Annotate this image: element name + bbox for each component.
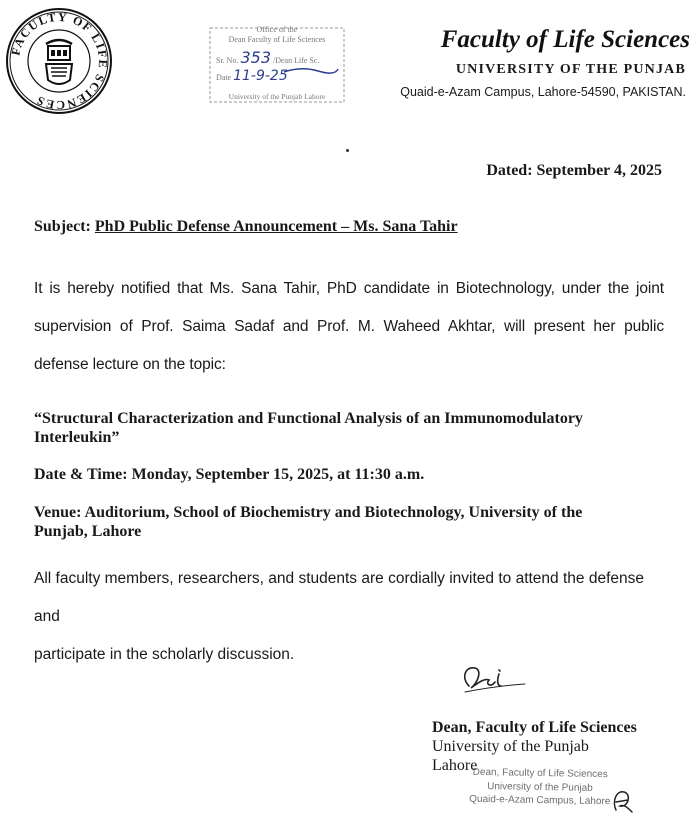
letter-subject <box>34 218 458 236</box>
stamp-date-value: 11-9-25 <box>233 68 288 84</box>
stamp-line1: Office of the <box>256 25 298 34</box>
paragraph-line: It is hereby notified that Ms. Sana Tahir, PhD candidate in Biotechnology, under the joint <box>34 280 664 297</box>
ink-dot <box>346 149 349 152</box>
signatory-title: Dean, Faculty of Life Sciences <box>432 719 637 736</box>
university-address: Quaid-e-Azam Campus, Lahore-54590, PAKISTAN. <box>400 85 686 99</box>
stamp-no-label: Sr. No. <box>216 56 239 65</box>
dean-stamp-line1: Dean, Faculty of Life Sciences <box>472 766 608 781</box>
announcement-paragraph <box>34 270 664 384</box>
defense-datetime: Date & Time: Monday, September 15, 2025, at 11:30 a.m. <box>34 466 425 483</box>
defense-topic: “Structural Characterization and Functional Analysis of an Immunomodulatory Interleukin” <box>34 410 583 447</box>
crest-icon <box>46 40 72 84</box>
university-name: UNIVERSITY OF THE PUNJAB <box>455 62 686 77</box>
stamp-line2: Dean Faculty of Life Sciences <box>228 35 326 44</box>
faculty-name: Faculty of Life Sciences <box>440 26 690 53</box>
stamp-no-suffix: /Dean Life Sc. <box>273 56 320 65</box>
defense-venue: Venue: Auditorium, School of Biochemistry and Biotechnology, University of the Punjab, Lahore <box>34 504 583 541</box>
dean-stamp-line2: University of the Punjab <box>487 780 593 794</box>
stamp-line4: University of the Punjab Lahore <box>228 92 326 101</box>
paragraph-line: defense lecture on the topic: <box>34 355 226 373</box>
faculty-seal <box>4 6 114 116</box>
paragraph-line: supervision of Prof. Saima Sadaf and Prof. M. Waheed Akhtar, will present her public <box>34 317 664 335</box>
closing-paragraph <box>34 560 664 674</box>
letter-date: Dated: September 4, 2025 <box>486 162 662 179</box>
receipt-stamp <box>206 22 348 106</box>
seal-ring-text: FACULTY OF LIFE SCIENCES <box>8 9 111 113</box>
signatory-city: Lahore <box>432 757 478 774</box>
dean-stamp-line3: Quaid-e-Azam Campus, Lahore <box>469 793 611 808</box>
closing-line: All faculty members, researchers, and students are cordially invited to attend the defense and <box>34 570 644 625</box>
dean-signature <box>455 660 535 700</box>
signatory-university: University of the Punjab <box>432 738 589 755</box>
subject-text: PhD Public Defense Announcement – Ms. Sana Tahir <box>94 218 458 235</box>
stamp-no-value: 353 <box>240 48 271 67</box>
stamp-initials <box>610 784 634 814</box>
stamp-date-label: Date <box>216 73 232 82</box>
subject-label: Subject: <box>34 218 91 235</box>
closing-line: participate in the scholarly discussion. <box>34 645 295 663</box>
